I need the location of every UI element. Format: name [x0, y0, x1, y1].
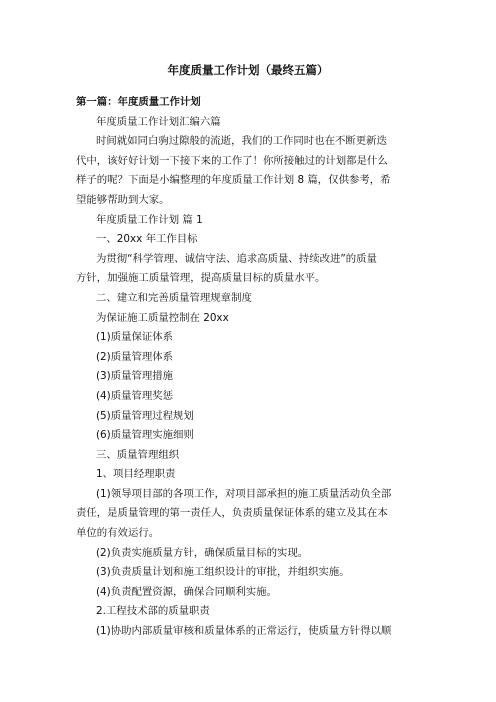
- body-line: (1)领导项目部的各项工作，对项目部承担的施工质量活动负全部: [96, 487, 392, 500]
- body-line: 单位的有效运行。: [76, 527, 160, 540]
- body-line: (1)质量保证体系: [96, 331, 174, 344]
- body-line: 二、建立和完善质量管理规章制度: [96, 291, 252, 304]
- body-line: (2)质量管理体系: [96, 350, 174, 363]
- body-line: 年度质量工作计划汇编六篇: [96, 115, 221, 128]
- body-line: (2)负责实施质量方针，确保质量目标的实现。: [96, 546, 309, 559]
- body-line: 2.工程技术部的质量职责: [96, 605, 210, 618]
- body-line: 时间就如同白驹过隙般的流逝，我们的工作同时也在不断更新迭: [96, 135, 387, 148]
- body-line: (4)负责配置资源，确保合同顺利实施。: [96, 585, 277, 598]
- body-line: 为保证施工质量控制在 20xx: [96, 311, 229, 324]
- body-line: 1、项目经理职责: [96, 468, 176, 481]
- body-line: 责任，是质量管理的第一责任人，负责质量保证体系的建立及其在本: [76, 507, 388, 520]
- body-line: 年度质量工作计划 篇 1: [96, 213, 203, 226]
- body-line: (6)质量管理实施细则: [96, 429, 194, 442]
- body-line: (3)质量管理措施: [96, 370, 174, 383]
- body-line: (5)质量管理过程规划: [96, 409, 194, 422]
- body-line: 代中，该好好计划一下接下来的工作了！你所接触过的计划都是什么: [76, 154, 388, 167]
- body-line: (1)协助内部质量审核和质量体系的正常运行，使质量方针得以顺: [96, 625, 392, 638]
- body-line: 为贯彻“科学管理、诚信守法、追求高质量、持续改进”的质量: [96, 252, 377, 265]
- body-line: 三、质量管理组织: [96, 448, 180, 461]
- body-line: (4)质量管理奖惩: [96, 389, 174, 402]
- body-line: 方针，加强施工质量管理，提高质量目标的质量水平。: [76, 272, 326, 285]
- body-line: 望能够帮助到大家。: [76, 193, 170, 206]
- document-body: [76, 93, 421, 642]
- document-title: 年度质量工作计划（最终五篇）: [167, 63, 329, 77]
- body-line: 一、20xx 年工作目标: [96, 233, 198, 246]
- body-line: 样子的呢？下面是小编整理的年度质量工作计划 8 篇，仅供参考，希: [76, 174, 391, 187]
- body-line: (3)负责质量计划和施工组织设计的审批，并组织实施。: [96, 566, 350, 579]
- section-heading: 第一篇：年度质量工作计划: [76, 96, 201, 108]
